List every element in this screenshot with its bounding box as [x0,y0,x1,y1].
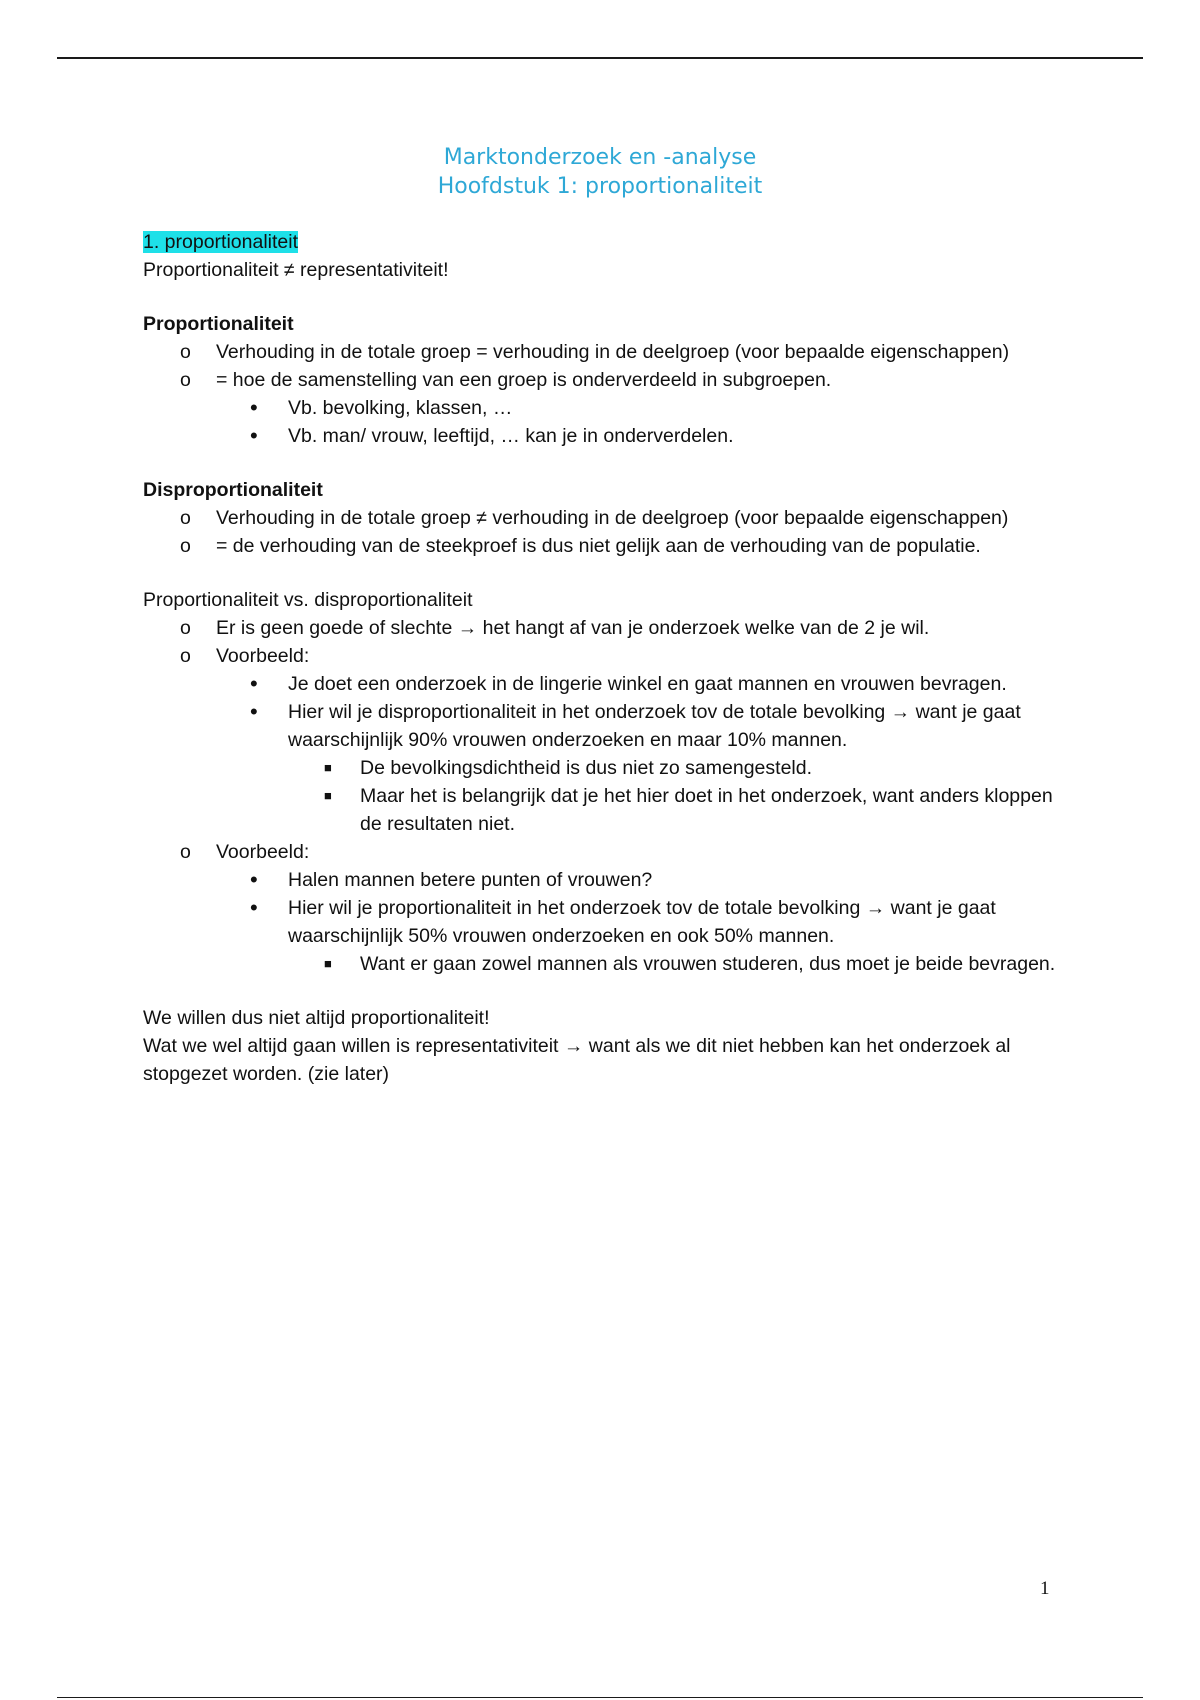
bullet-dot-icon: • [250,867,258,892]
bullet-o-icon: o [180,507,191,529]
document-title [0,143,1200,201]
list-item: o Er is geen goede of slechte → het hangt af van je onderzoek welke van de 2 je wil. [143,614,1063,642]
list-item: ■ De bevolkingsdichtheid is dus niet zo samengesteld. [143,754,1063,782]
bullet-dot-icon: • [250,895,258,920]
list-item: o = hoe de samenstelling van een groep is onderverdeeld in subgroepen. [143,366,1063,394]
title-line-2: Hoofdstuk 1: proportionaliteit [437,174,763,199]
list-item: ■ Maar het is belangrijk dat je het hier doet in het onderzoek, want anders kloppen de resultaten niet. [143,782,1063,838]
bullet-dot-icon: • [250,671,258,696]
list-item: • Hier wil je proportionaliteit in het onderzoek tov de totale bevolking → want je gaat waarschijnlijk 50% vrouwen onderzoeken en ook 50% mannen. [250,895,996,947]
list-item: • Hier wil je disproportionaliteit in het onderzoek tov de totale bevolking → want je gaat waarschijnlijk 90% vrouwen onderzoeken en maar 10% mannen. [250,699,1021,751]
bullet-square-icon: ■ [324,788,332,803]
page-number: 1 [1040,1578,1050,1599]
proportionaliteit-heading: Proportionaliteit [143,313,294,335]
list-item: • Je doet een onderzoek in de lingerie winkel en gaat mannen en vrouwen bevragen. [250,671,1007,696]
disproportionaliteit-heading: Disproportionaliteit [143,479,323,501]
list-item: o Voorbeeld: [143,838,1063,866]
title-line-1: Marktonderzoek en -analyse [443,145,757,170]
section-heading: 1. proportionaliteit [143,231,299,253]
bullet-o-icon: o [180,535,191,557]
section-note: Proportionaliteit ≠ representativiteit! [143,259,449,281]
footer-rule [57,1697,1143,1698]
bullet-dot-icon: • [250,423,258,448]
list-item: o Verhouding in de totale groep ≠ verhouding in de deelgroep (voor bepaalde eigenschappen) [143,504,1063,532]
bullet-dot-icon: • [250,699,258,724]
list-item: ■ Want er gaan zowel mannen als vrouwen studeren, dus moet je beide bevragen. [143,950,1063,978]
list-item: o Voorbeeld: [143,642,1063,670]
bullet-square-icon: ■ [324,760,332,775]
bullet-o-icon: o [180,617,191,639]
bullet-o-icon: o [180,369,191,391]
vs-heading: Proportionaliteit vs. disproportionaliteit [143,589,473,611]
list-item: o Verhouding in de totale groep = verhouding in de deelgroep (voor bepaalde eigenschappen) [143,338,1063,366]
bullet-o-icon: o [180,645,191,667]
bullet-o-icon: o [180,841,191,863]
bullet-square-icon: ■ [324,956,332,971]
conclusion-line-1: We willen dus niet altijd proportionaliteit! [143,1007,490,1029]
list-item: • Vb. man/ vrouw, leeftijd, … kan je in onderverdelen. [250,423,734,448]
list-item: o = de verhouding van de steekproef is dus niet gelijk aan de verhouding van de populatie. [143,532,1063,560]
bullet-o-icon: o [180,341,191,363]
document-body [143,228,1063,1088]
bullet-dot-icon: • [250,395,258,420]
header-rule [57,57,1143,59]
list-item: • Vb. bevolking, klassen, … [250,395,513,420]
list-item: • Halen mannen betere punten of vrouwen? [250,867,653,892]
conclusion-line-2: Wat we wel altijd gaan willen is representativiteit → want als we dit niet hebben kan het onderzoek al stopgezet worden. (zie later) [143,1035,1011,1085]
